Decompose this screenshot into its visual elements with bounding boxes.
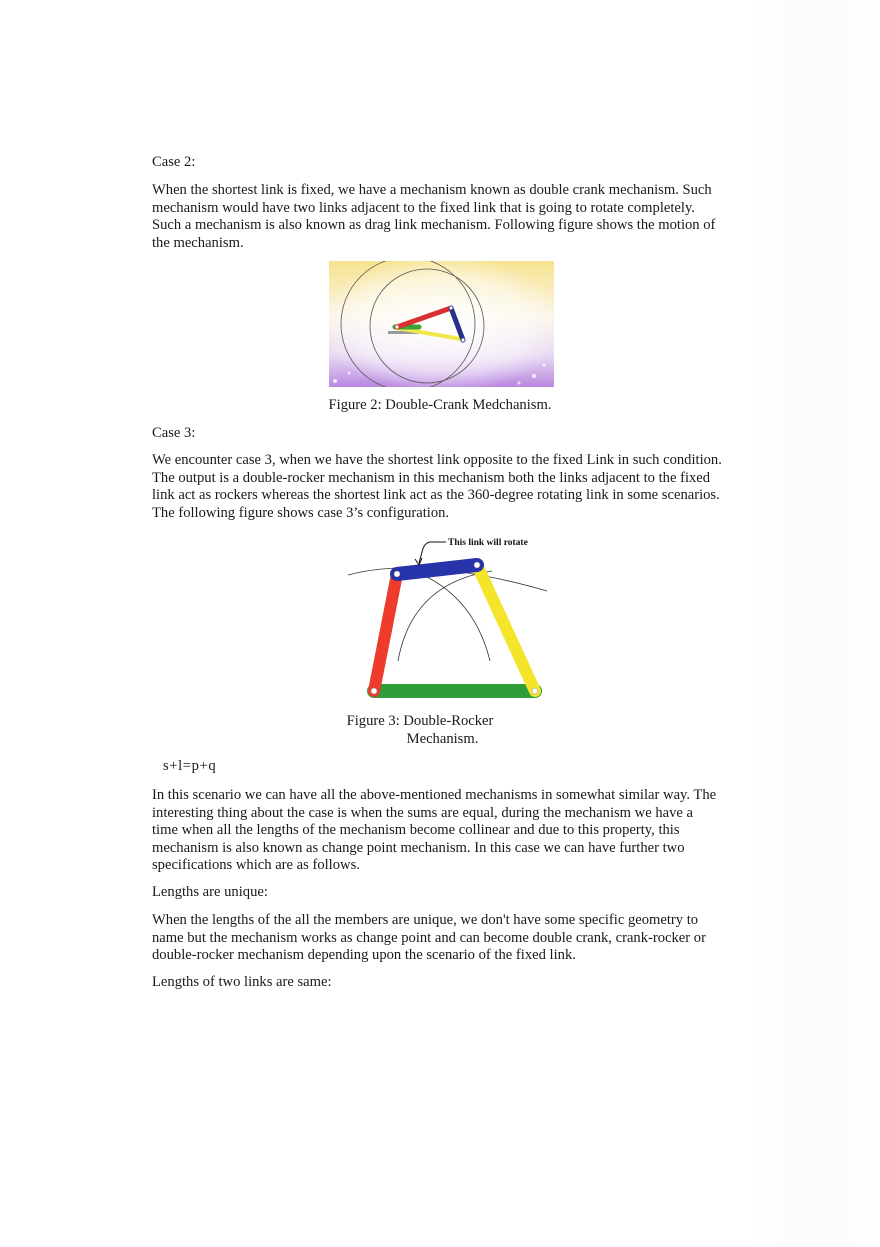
figure-3-double-rocker-image <box>342 533 552 705</box>
equation: s+l=p+q <box>163 758 217 774</box>
same-heading: Lengths of two links are same: <box>152 974 332 990</box>
figure-2-double-crank-image <box>329 261 554 387</box>
double-rocker-illustration <box>342 533 552 705</box>
scenario-paragraph: In this scenario we can have all the above-mentioned mechanisms in somewhat similar way. The interesting thing about the case is when the sums are equal, during the mechanism we have a time when all the lengths of the mechanism become collinear and due to this property, this mechanism is also known as change point mechanism. In this case we can have further two specifications which are as follows. <box>152 787 717 874</box>
double-crank-illustration <box>329 261 554 387</box>
figure-3-caption-line1: Figure 3: Double-Rocker <box>346 713 494 729</box>
case2-heading: Case 2: <box>152 154 196 170</box>
figure-3-annotation: This link will rotate <box>448 538 528 548</box>
unique-paragraph: When the lengths of the all the members are unique, we don't have some specific geometry to name but the mechanism works as change point and can become double crank, crank-rocker or double-rocker mechanism depending upon the scenario of the fixed link. <box>152 912 706 964</box>
case3-heading: Case 3: <box>152 425 196 441</box>
case2-paragraph: When the shortest link is fixed, we have a mechanism known as double crank mechanism. Such mechanism would have two links adjacent to the fixed link that is going to rotate completely. Such a mechanism is also known as drag link mechanism. Following figure shows the motion of the mechanism. <box>152 182 716 251</box>
figure-2-caption: Figure 2: Double-Crank Medchanism. <box>328 397 552 413</box>
unique-heading: Lengths are unique: <box>152 884 268 900</box>
blue-rotating-link <box>397 565 477 574</box>
case3-paragraph: We encounter case 3, when we have the shortest link opposite to the fixed Link in such condition. The output is a double-rocker mechanism in this mechanism both the links adjacent to the fixed link act as rockers whereas the shortest link act as the 360-degree rotating link in some scenarios. The following figure shows case 3’s configuration. <box>152 452 722 521</box>
figure-3-caption-line2: Mechanism. <box>406 731 479 747</box>
